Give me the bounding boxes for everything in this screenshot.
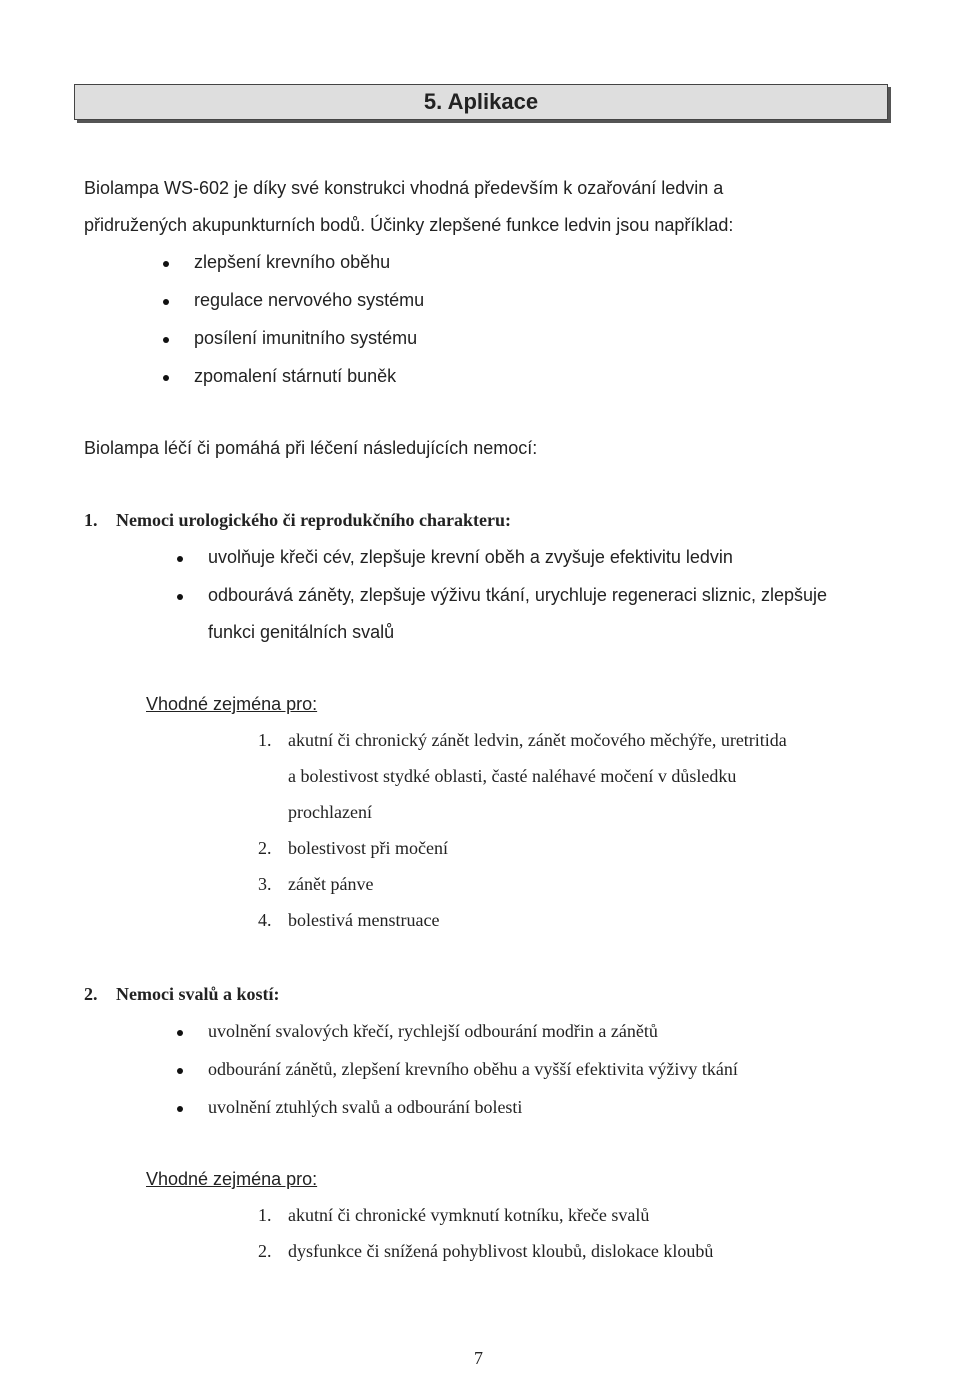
item-number: 2. [258,1241,272,1261]
bullet-icon [177,1030,183,1036]
item-number: 1. [258,1205,272,1225]
section-heading: 5. Aplikace [74,84,888,120]
section2-number: 2. [84,984,98,1004]
item-text: akutní či chronický zánět ledvin, zánět močového měchýře, uretritida [288,730,787,750]
benefit-item: zpomalení stárnutí buněk [194,366,397,386]
treats-line: Biolampa léčí či pomáhá při léčení následujících nemocí: [84,438,538,458]
bullet-icon [177,1106,183,1112]
section1-bullet: uvolňuje křeči cév, zlepšuje krevní oběh a zvyšuje efektivitu ledvin [208,547,733,567]
benefit-item: regulace nervového systému [194,290,425,310]
item-text: akutní či chronické vymknutí kotníku, křeče svalů [288,1205,650,1225]
item-text: bolestivost při močení [288,838,448,858]
section1-number: 1. [84,510,98,530]
bullet-icon [163,299,169,305]
section2-title: Nemoci svalů a kostí: [116,984,280,1004]
section1-title: Nemoci urologického či reprodukčního charakteru: [116,510,511,530]
item-text: prochlazení [288,802,372,822]
benefit-item: zlepšení krevního oběhu [194,252,391,272]
item-number: 4. [258,910,272,930]
item-text: bolestivá menstruace [288,910,440,930]
page-number: 7 [474,1348,483,1368]
section2-bullet: uvolnění svalových křečí, rychlejší odbourání modřin a zánětů [208,1021,658,1041]
benefit-item: posílení imunitního systému [194,328,418,348]
bullet-icon [177,556,183,562]
item-text: zánět pánve [288,874,374,894]
section2-bullet: uvolnění ztuhlých svalů a odbourání bolesti [208,1097,523,1117]
item-text: dysfunkce či snížená pohyblivost kloubů, dislokace kloubů [288,1241,714,1261]
section1-bullet: odbourává záněty, zlepšuje výživu tkání, urychluje regeneraci sliznic, zlepšuje [208,585,827,605]
bullet-icon [163,375,169,381]
item-number: 3. [258,874,272,894]
section2-bullet: odbourání zánětů, zlepšení krevního oběhu a vyšší efektivita výživy tkání [208,1059,738,1079]
intro-line-2: přidružených akupunkturních bodů. Účinky zlepšené funkce ledvin jsou například: [84,215,734,235]
intro-line-1: Biolampa WS-602 je díky své konstrukci vhodná především k ozařování ledvin a [84,178,724,198]
section1-bullet-continuation: funkci genitálních svalů [208,622,395,642]
section1-suitable-label: Vhodné zejména pro: [146,694,318,714]
item-number: 2. [258,838,272,858]
bullet-icon [163,337,169,343]
section2-suitable-label: Vhodné zejména pro: [146,1169,318,1189]
bullet-icon [163,261,169,267]
bullet-icon [177,1068,183,1074]
item-number: 1. [258,730,272,750]
bullet-icon [177,594,183,600]
item-text: a bolestivost stydké oblasti, časté naléhavé močení v důsledku [288,766,737,786]
